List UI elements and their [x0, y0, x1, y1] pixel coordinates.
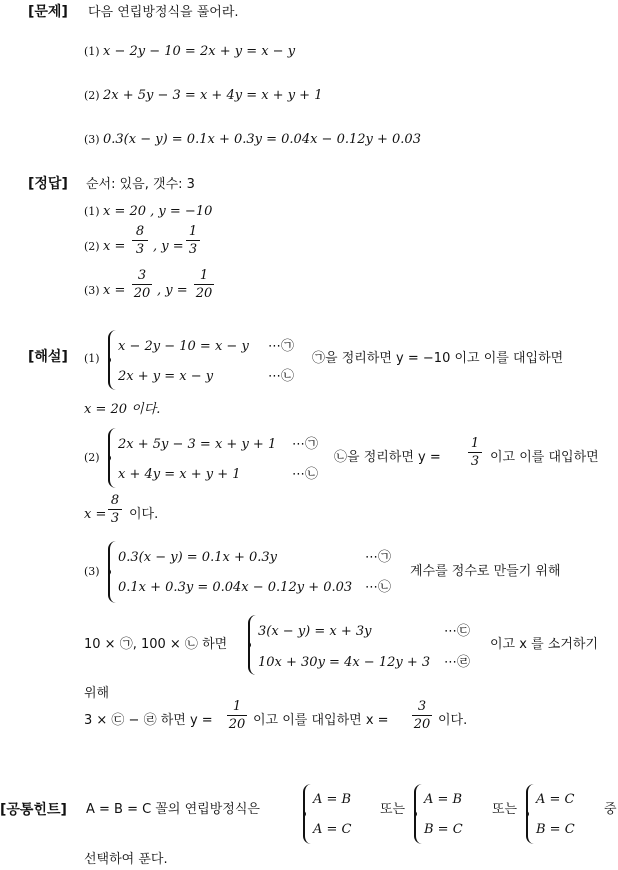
explanation-2-x-numerator: 8	[110, 493, 120, 508]
answer-2-x-numerator: 8	[135, 224, 145, 239]
answer-2-x-lhs: x =	[103, 239, 126, 254]
problem-item-3-equation: 0.3(x − y) = 0.1x + 0.3y = 0.04x − 0.12y + 0.03	[103, 132, 421, 147]
explanation-3-eq3: 3(x − y) = x + 3y	[258, 624, 372, 639]
explanation-2-text-b: 이고 이를 대입하면	[490, 450, 599, 465]
explanation-2-y-denominator: 3	[470, 454, 480, 469]
hint-system-1-brace	[303, 784, 311, 844]
problem-item-3-number: (3)	[84, 133, 100, 146]
explanation-2-eq1: 2x + 5y − 3 = x + y + 1	[118, 437, 277, 452]
hint-or-2: 또는	[492, 802, 518, 817]
answer-2-number: (2)	[84, 240, 100, 253]
problem-item-2-equation: 2x + 5y − 3 = x + 4y = x + y + 1	[103, 88, 323, 103]
explanation-2-x-denominator: 3	[110, 511, 120, 526]
answer-1-text: x = 20 , y = −10	[103, 204, 213, 219]
explanation-3-eq4: 10x + 30y = 4x − 12y + 3	[258, 655, 431, 670]
explanation-3-x-numerator: 3	[417, 699, 427, 714]
explanation-3-line3: 위해	[84, 686, 110, 701]
answer-1-number: (1)	[84, 205, 100, 218]
explanation-3-mark2: ⋯㉡	[365, 580, 392, 595]
explanation-2-eq2: x + 4y = x + y + 1	[118, 467, 241, 482]
hint-tag: [공통힌트]	[0, 802, 67, 818]
explanation-tag: [해설]	[28, 349, 68, 365]
explanation-3-brace	[108, 541, 116, 603]
explanation-3-brace-2	[248, 615, 256, 675]
explanation-3-x-fraction	[412, 699, 432, 732]
explanation-3-line2-a: 10 × ㉠, 100 × ㉡ 하면	[84, 637, 228, 652]
hint-system-3-bottom: B = C	[536, 822, 575, 837]
hint-system-2-brace	[414, 784, 422, 844]
answer-2-x-fraction	[132, 224, 148, 257]
explanation-3-text: 계수를 정수로 만들기 위해	[410, 564, 561, 579]
answer-order-line: 순서: 있음, 갯수: 3	[86, 177, 195, 192]
problem-item-2-number: (2)	[84, 89, 100, 102]
explanation-3-mark3: ⋯㉢	[444, 624, 471, 639]
explanation-3-y-denominator: 20	[228, 717, 246, 732]
explanation-2-brace	[108, 428, 116, 488]
answer-2-y-fraction	[186, 224, 200, 257]
explanation-3-eq2: 0.1x + 0.3y = 0.04x − 0.12y + 0.03	[118, 580, 353, 595]
hint-system-1-top: A = B	[313, 792, 352, 807]
explanation-3-line4-b: 이고 이를 대입하면 x =	[253, 713, 389, 728]
explanation-3-x-denominator: 20	[413, 717, 431, 732]
explanation-1-text: ㉠을 정리하면 y = −10 이고 이를 대입하면	[312, 351, 564, 366]
explanation-3-y-numerator: 1	[232, 699, 242, 714]
answer-tag: [정답]	[28, 176, 68, 192]
explanation-2-cont-a: x =	[84, 507, 107, 522]
problem-item-1-number: (1)	[84, 45, 100, 58]
answer-3-x-fraction	[132, 268, 152, 301]
answer-2-x-denominator: 3	[135, 242, 145, 257]
problem-tag: [문제]	[28, 4, 68, 20]
explanation-2-y-fraction	[468, 436, 482, 469]
answer-2-sep: , y =	[153, 239, 184, 254]
hint-system-2-bottom: B = C	[424, 822, 463, 837]
answer-2-y-denominator: 3	[188, 242, 198, 257]
explanation-1-mark1: ⋯㉠	[268, 339, 295, 354]
explanation-3-eq1: 0.3(x − y) = 0.1x + 0.3y	[118, 550, 277, 565]
answer-2-y-numerator: 1	[188, 224, 198, 239]
answer-3-x-lhs: x =	[103, 283, 126, 298]
explanation-2-number: (2)	[84, 451, 100, 464]
explanation-1-cont: x = 20 이다.	[84, 402, 161, 417]
explanation-3-number: (3)	[84, 565, 100, 578]
explanation-3-y-fraction	[227, 699, 247, 732]
explanation-3-line2-b: 이고 x 를 소거하기	[490, 637, 598, 652]
explanation-2-mark2: ⋯㉡	[292, 467, 319, 482]
hint-tail: 중	[604, 802, 617, 817]
explanation-3-line4-a: 3 × ㉢ − ㉣ 하면 y =	[84, 713, 213, 728]
answer-3-y-numerator: 1	[199, 268, 209, 283]
explanation-1-brace	[108, 330, 116, 390]
hint-system-2-top: A = B	[424, 792, 463, 807]
explanation-1-eq1: x − 2y − 10 = x − y	[118, 339, 249, 354]
explanation-2-cont-b: 이다.	[129, 507, 159, 522]
answer-3-y-denominator: 20	[195, 286, 213, 301]
problem-instruction: 다음 연립방정식을 풀어라.	[88, 5, 239, 20]
explanation-2-x-fraction	[108, 493, 122, 526]
explanation-1-number: (1)	[84, 352, 100, 365]
hint-text-a: A = B = C 꼴의 연립방정식은	[86, 802, 260, 817]
hint-or-1: 또는	[380, 802, 406, 817]
hint-system-1-bottom: A = C	[313, 822, 352, 837]
explanation-2-y-numerator: 1	[470, 436, 480, 451]
hint-line2: 선택하여 푼다.	[84, 852, 168, 867]
explanation-3-line4-c: 이다.	[438, 713, 468, 728]
answer-3-sep: , y =	[157, 283, 188, 298]
answer-3-x-denominator: 20	[133, 286, 151, 301]
explanation-2-mark1: ⋯㉠	[292, 437, 319, 452]
explanation-3-mark1: ⋯㉠	[365, 550, 392, 565]
explanation-1-eq2: 2x + y = x − y	[118, 369, 214, 384]
hint-system-3-top: A = C	[536, 792, 575, 807]
problem-item-1-equation: x − 2y − 10 = 2x + y = x − y	[103, 44, 296, 59]
explanation-1-mark2: ⋯㉡	[268, 369, 295, 384]
answer-3-y-fraction	[194, 268, 214, 301]
answer-3-number: (3)	[84, 284, 100, 297]
explanation-3-mark4: ⋯㉣	[444, 655, 471, 670]
answer-3-x-numerator: 3	[137, 268, 147, 283]
explanation-2-text-a: ㉡을 정리하면 y =	[334, 450, 441, 465]
hint-system-3-brace	[526, 784, 534, 844]
